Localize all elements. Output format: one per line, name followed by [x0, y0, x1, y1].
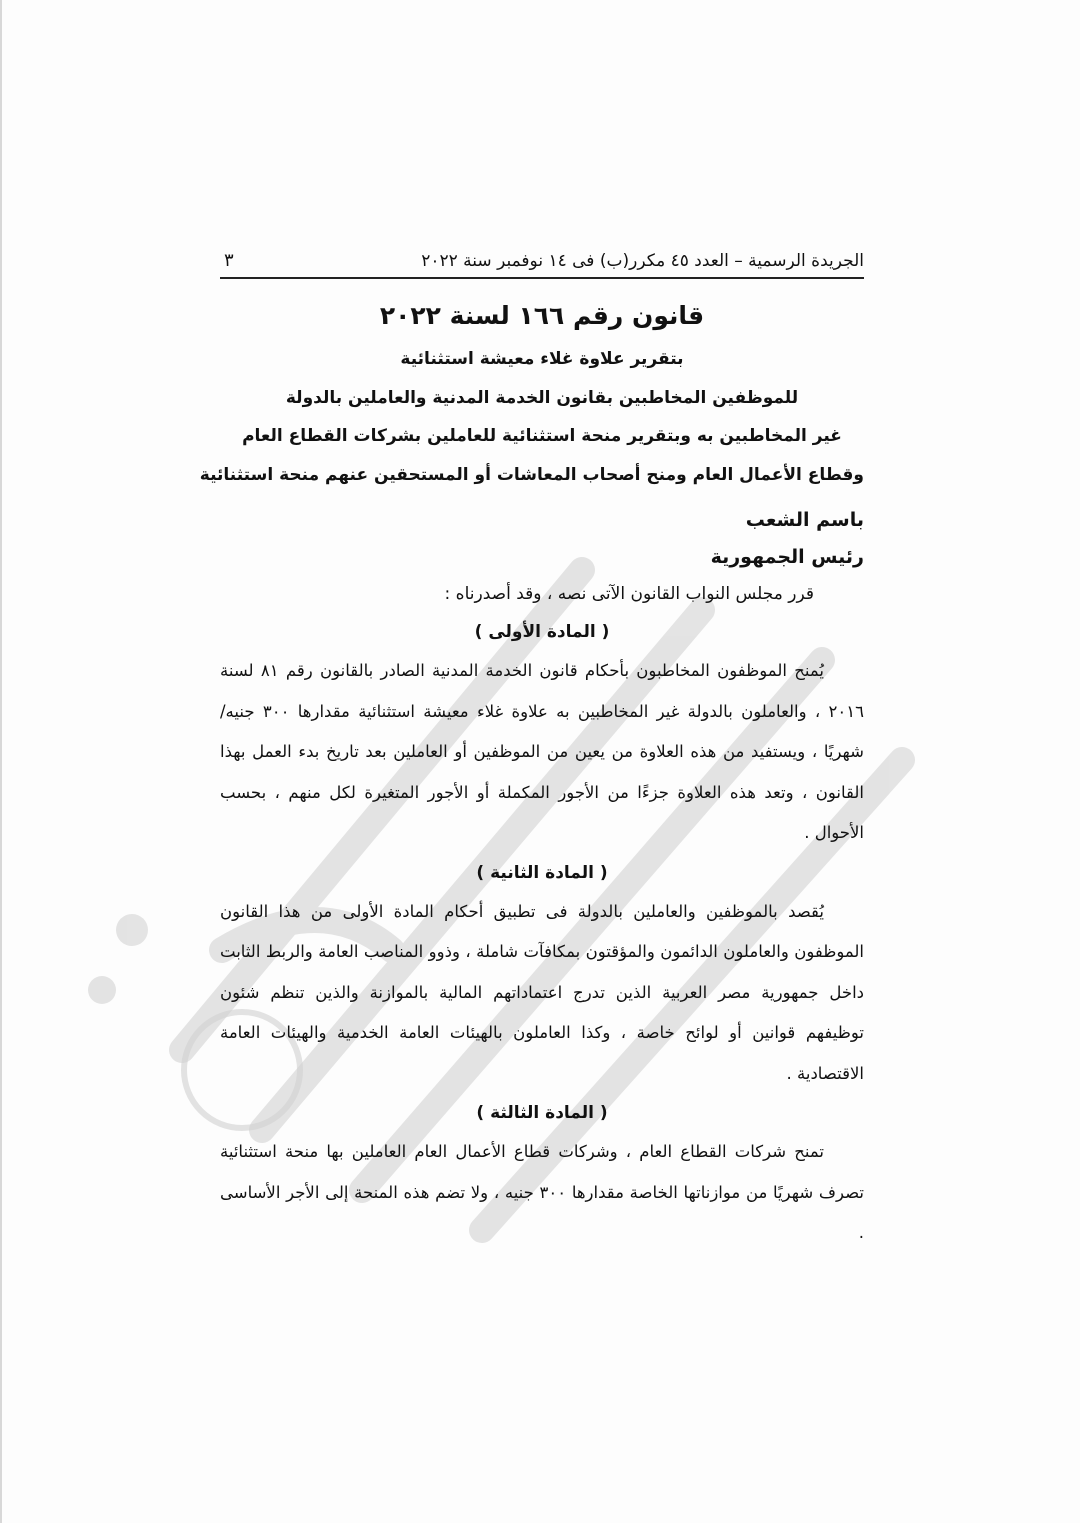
gazette-header-line: الجريدة الرسمية – العدد ٤٥ مكرر(ب) فى ١٤ نوفمبر سنة ٢٠٢٢ — [421, 251, 864, 271]
article-heading: ( المادة الأولى ) — [474, 622, 610, 642]
law-subtitle — [199, 340, 864, 494]
running-header — [220, 250, 864, 279]
subtitle-line: وقطاع الأعمال العام ومنح أصحاب المعاشات أو المستحقين عنهم منحة استثنائية — [199, 464, 864, 485]
in-name-of-people: باسم الشعب — [745, 509, 864, 531]
enactment-clause: قرر مجلس النواب القانون الآتى نصه ، وقد أصدرناه : — [444, 584, 814, 604]
president-heading: رئيس الجمهورية — [710, 546, 864, 568]
subtitle-line: للموظفين المخاطبين بقانون الخدمة المدنية والعاملين بالدولة — [285, 387, 799, 408]
article-2 — [220, 854, 864, 1095]
page-number: ٣ — [224, 250, 234, 271]
subtitle-line: غير المخاطبين به وبتقرير منحة استثنائية للعاملين بشركات القطاع العام — [242, 426, 842, 446]
article-heading: ( المادة الثالثة ) — [476, 1103, 608, 1123]
article-text: يُمنح الموظفون المخاطبون بأحكام قانون الخدمة المدنية الصادر بالقانون رقم ٨١ لسنة ٢٠١٦ ، والعاملون بالدولة غير المخاطبين به علاوة غلاء معيشة استثنائية مقدارها ٣٠٠ جنيه/شهريًا ، ويستفيد من هذه العلاوة من يعين من الموظفين أو العاملين بعد تاريخ بدء العمل بهذا القانون ، وتعد هذه العلاوة جزءًا من الأجور المكملة أو الأجور المتغيرة لكل منهم ، بحسب الأحوال . — [220, 661, 864, 842]
article-1 — [220, 613, 864, 854]
subtitle-line: بتقرير علاوة غلاء معيشة استثنائية — [400, 349, 684, 369]
article-text: يُقصد بالموظفين والعاملين بالدولة فى تطبيق أحكام المادة الأولى من هذا القانون الموظفون والعاملون الدائمون والمؤقتون بمكافآت شاملة ، وذوو المناصب العامة والربط الثابت داخل جمهورية مصر العربية الذين تدرج اعتماداتهم المالية بالموازنة والذين تنظم شئون توظيفهم قوانين أو لوائح خاصة ، وكذا العاملون بالهيئات العامة الخدمية والهيئات العامة الاقتصادية . — [220, 901, 864, 1083]
article-heading: ( المادة الثانية ) — [476, 862, 608, 883]
gazette-sheet — [199, 250, 864, 1254]
article-3 — [220, 1094, 864, 1254]
law-title: قانون رقم ١٦٦ لسنة ٢٠٢٢ — [379, 301, 705, 330]
article-text: تمنح شركات القطاع العام ، وشركات قطاع الأعمال العام العاملين بها منحة استثنائية تصرف شهريًا من موازناتها الخاصة مقدارها ٣٠٠ جنيه ، ولا تضم هذه المنحة إلى الأجر الأساسى . — [220, 1142, 864, 1242]
